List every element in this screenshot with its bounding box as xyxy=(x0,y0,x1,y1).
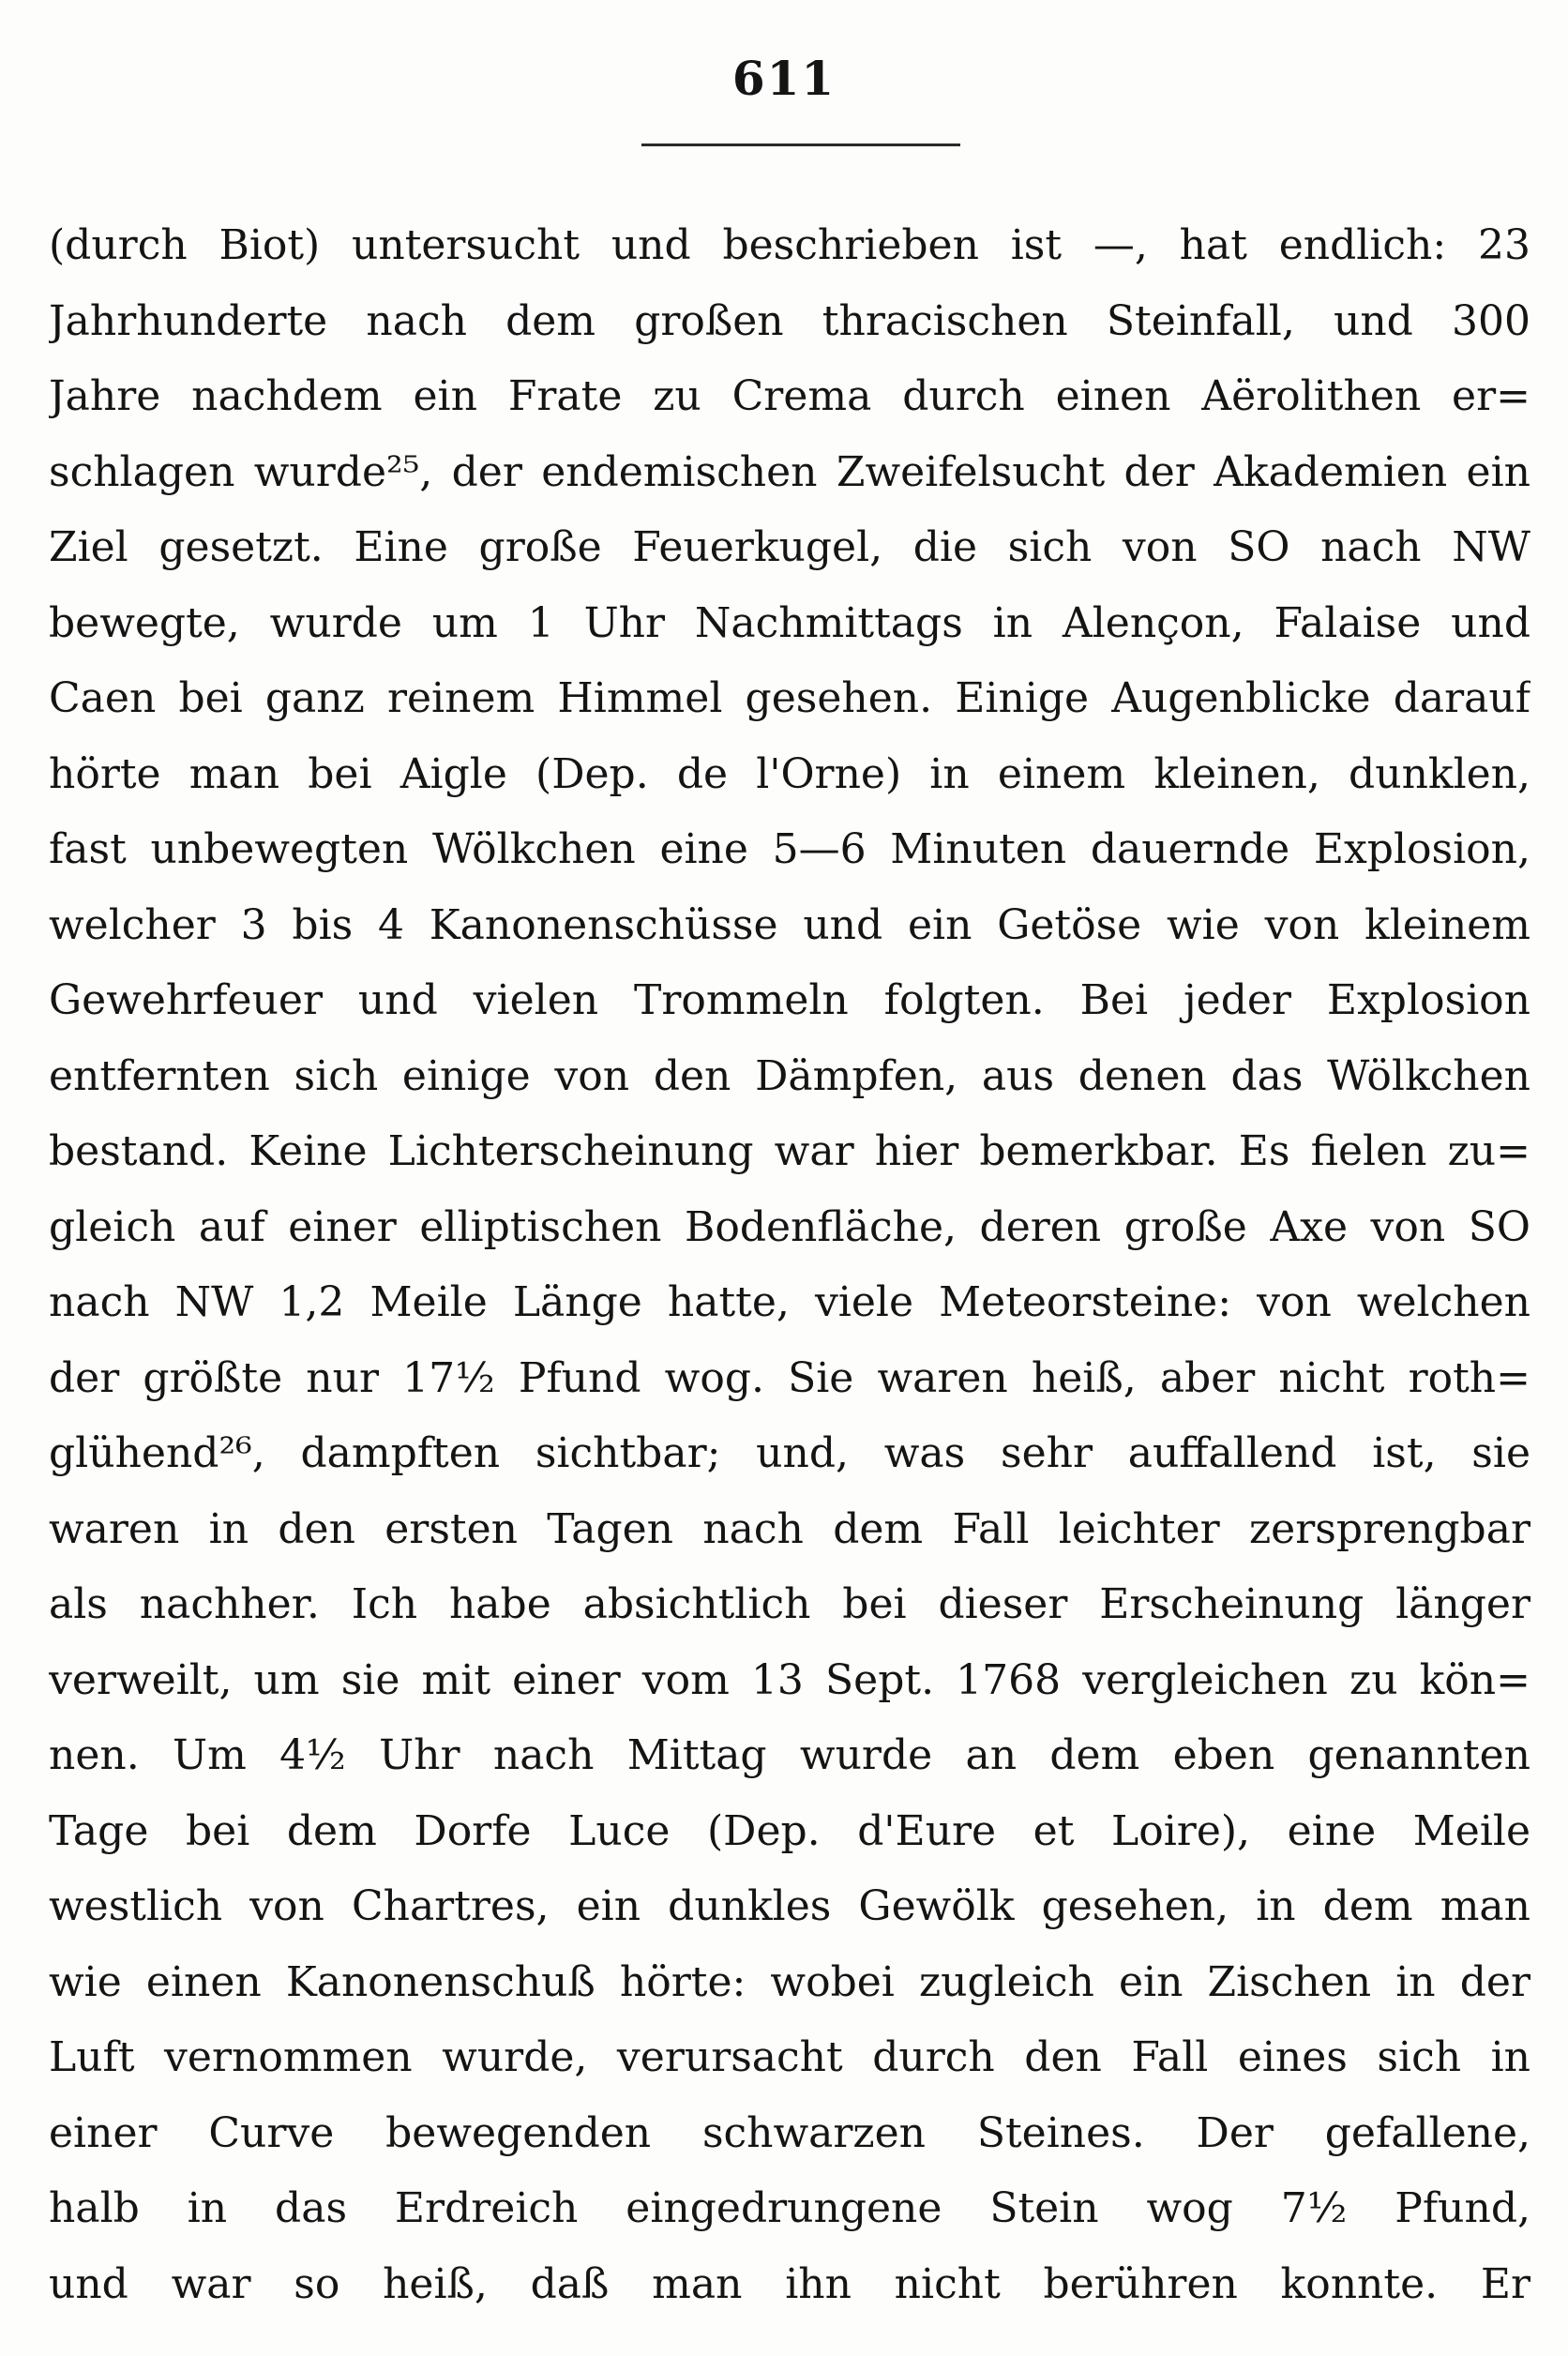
text-line: gleich auf einer elliptischen Bodenfläche, deren große Axe von SO xyxy=(49,1202,1530,1251)
text-line: westlich von Chartres, ein dunkles Gewölk gesehen, in dem man xyxy=(49,1882,1530,1930)
text-line: glühend²⁶, dampften sichtbar; und, was sehr auffallend ist, sie xyxy=(49,1429,1530,1477)
text-line: hörte man bei Aigle (Dep. de l'Orne) in einem kleinen, dunklen, xyxy=(49,749,1530,798)
text-line: und war so heiß, daß man ihn nicht berühren konnte. Er xyxy=(49,2259,1530,2308)
text-line: verweilt, um sie mit einer vom 13 Sept. 1768 vergleichen zu kön= xyxy=(49,1655,1530,1704)
text-line: Caen bei ganz reinem Himmel gesehen. Einige Augenblicke darauf xyxy=(49,674,1530,722)
text-line: nach NW 1,2 Meile Länge hatte, viele Meteorsteine: von welchen xyxy=(49,1278,1530,1326)
text-line: der größte nur 17½ Pfund wog. Sie waren heiß, aber nicht roth= xyxy=(49,1353,1530,1402)
text-line: einer Curve bewegenden schwarzen Steines. Der gefallene, xyxy=(49,2108,1530,2157)
text-line: schlagen wurde²⁵, der endemischen Zweifelsucht der Akademien ein xyxy=(49,447,1530,496)
text-line: wie einen Kanonenschuß hörte: wobei zugleich ein Zischen in der xyxy=(49,1957,1530,2006)
text-line: Ziel gesetzt. Eine große Feuerkugel, die sich von SO nach NW xyxy=(49,523,1530,571)
text-line: Gewehrfeuer und vielen Trommeln folgten. Bei jeder Explosion xyxy=(49,976,1530,1024)
header-rule xyxy=(641,143,960,146)
text-line: halb in das Erdreich eingedrungene Stein wog 7½ Pfund, xyxy=(49,2184,1530,2232)
text-line: bestand. Keine Lichterscheinung war hier bemerkbar. Es fielen zu= xyxy=(49,1127,1530,1175)
text-line: waren in den ersten Tagen nach dem Fall leichter zersprengbar xyxy=(49,1504,1530,1553)
text-line: Tage bei dem Dorfe Luce (Dep. d'Eure et Loire), eine Meile xyxy=(49,1806,1530,1855)
text-line: Jahre nachdem ein Frate zu Crema durch einen Aërolithen er= xyxy=(49,372,1530,420)
text-line: Jahrhunderte nach dem großen thracischen Steinfall, und 300 xyxy=(49,296,1530,345)
page-number: 611 xyxy=(731,51,837,106)
text-line: bewegte, wurde um 1 Uhr Nachmittags in Alençon, Falaise und xyxy=(49,598,1530,647)
text-line: welcher 3 bis 4 Kanonenschüsse und ein Getöse wie von kleinem xyxy=(49,900,1530,949)
text-line: nen. Um 4½ Uhr nach Mittag wurde an dem eben genannten xyxy=(49,1731,1530,1779)
text-line: (durch Biot) untersucht und beschrieben ist —, hat endlich: 23 xyxy=(49,221,1530,269)
text-line: fast unbewegten Wölkchen eine 5—6 Minuten dauernde Explosion, xyxy=(49,825,1530,873)
text-line: Luft vernommen wurde, verursacht durch den Fall eines sich in xyxy=(49,2033,1530,2081)
body-text xyxy=(49,208,1530,2322)
text-line: als nachher. Ich habe absichtlich bei dieser Erscheinung länger xyxy=(49,1580,1530,1628)
text-line: entfernten sich einige von den Dämpfen, aus denen das Wölkchen xyxy=(49,1051,1530,1100)
